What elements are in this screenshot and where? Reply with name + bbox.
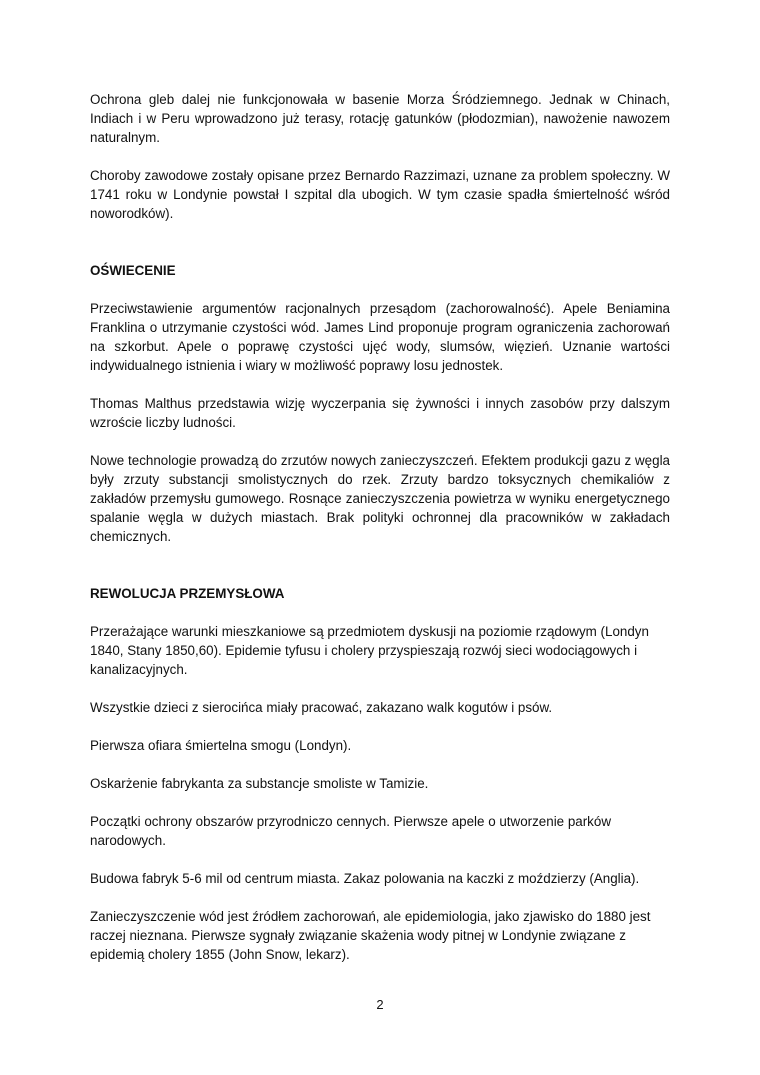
paragraph-industrial-4: Oskarżenie fabrykanta za substancje smoliste w Tamizie.: [90, 776, 429, 791]
paragraph-enlightenment-3: Nowe technologie prowadzą do zrzutów nowych zanieczyszczeń. Efektem produkcji gazu z węgla były zrzuty substancji smolistycznych do rzek. Zrzuty bardzo toksycznych chemikaliów z zakładów przemysłu gumowego. Rosnące zanieczyszczenia powietrza w wyniku energetycznego spalanie węgla w dużych miastach. Brak polityki ochronnej dla pracowników w zakładach chemicznych.: [90, 453, 670, 544]
paragraph-soil-protection: Ochrona gleb dalej nie funkcjonowała w basenie Morza Śródziemnego. Jednak w Chinach, Indiach i w Peru wprowadzono już terasy, rotację gatunków (płodozmian), nawożenie nawozem naturalnym.: [90, 92, 670, 145]
paragraph-industrial-6: Budowa fabryk 5-6 mil od centrum miasta. Zakaz polowania na kaczki z moździerzy (Anglia).: [90, 871, 640, 886]
paragraph-industrial-7: Zanieczyszczenie wód jest źródłem zachorowań, ale epidemiologia, jako zjawisko do 1880 jest raczej nieznana. Pierwsze sygnały związanie skażenia wody pitnej w Londynie związane z epidemią cholery 1855 (John Snow, lekarz).: [90, 909, 651, 962]
paragraph-enlightenment-2: Thomas Malthus przedstawia wizję wyczerpania się żywności i innych zasobów przy dalszym wzroście liczby ludności.: [90, 396, 670, 430]
heading-enlightenment: OŚWIECENIE: [90, 263, 176, 278]
page-number: 2: [376, 997, 384, 1012]
document-page: [90, 90, 670, 964]
paragraph-industrial-2: Wszystkie dzieci z sierocińca miały pracować, zakazano walk kogutów i psów.: [90, 700, 553, 715]
paragraph-occupational-diseases: Choroby zawodowe zostały opisane przez Bernardo Razzimazi, uznane za problem społeczny. W 1741 roku w Londynie powstał I szpital dla ubogich. W tym czasie spadła śmiertelność wśród noworodków).: [90, 168, 670, 221]
paragraph-industrial-5: Początki ochrony obszarów przyrodniczo cennych. Pierwsze apele o utworzenie parków narodowych.: [90, 814, 611, 848]
paragraph-enlightenment-1: Przeciwstawienie argumentów racjonalnych przesądom (zachorowalność). Apele Beniamina Franklina o utrzymanie czystości wód. James Lind proponuje program ograniczenia zachorowań na szkorbut. Apele o poprawę czystości ujęć wody, slumsów, więzień. Uznanie wartości indywidualnego istnienia i wiary w możliwość poprawy losu jednostek.: [90, 301, 670, 373]
paragraph-industrial-3: Pierwsza ofiara śmiertelna smogu (Londyn).: [90, 738, 352, 753]
heading-industrial-revolution: REWOLUCJA PRZEMYSŁOWA: [90, 586, 285, 601]
paragraph-industrial-1: Przerażające warunki mieszkaniowe są przedmiotem dyskusji na poziomie rządowym (Londyn 1840, Stany 1850,60). Epidemie tyfusu i cholery przyspieszają rozwój sieci wodociągowych i kanalizacyjnych.: [90, 624, 649, 677]
